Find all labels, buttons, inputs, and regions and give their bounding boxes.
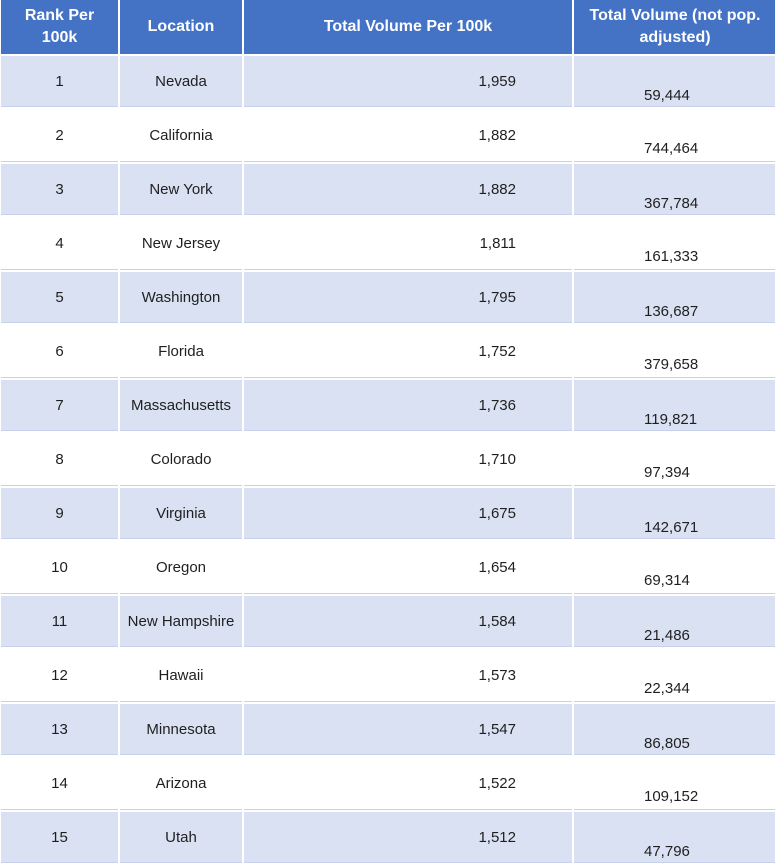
table-header bbox=[1, 0, 775, 54]
total-volume-cell: 47,796 bbox=[574, 812, 775, 863]
rank-cell: 8 bbox=[1, 433, 118, 486]
total-volume-cell: 59,444 bbox=[574, 56, 775, 107]
volume-per-100k-cell: 1,882 bbox=[244, 109, 572, 162]
table-row bbox=[1, 217, 775, 270]
total-volume-cell: 109,152 bbox=[574, 757, 775, 810]
rank-cell: 1 bbox=[1, 56, 118, 107]
table-row bbox=[1, 649, 775, 702]
total-volume-cell: 142,671 bbox=[574, 488, 775, 539]
rank-cell: 3 bbox=[1, 164, 118, 215]
header-location: Location bbox=[120, 0, 242, 54]
table-row bbox=[1, 272, 775, 323]
volume-per-100k-cell: 1,675 bbox=[244, 488, 572, 539]
location-cell: Massachusetts bbox=[120, 380, 242, 431]
table-body bbox=[1, 56, 775, 863]
location-cell: New York bbox=[120, 164, 242, 215]
rank-cell: 6 bbox=[1, 325, 118, 378]
table-row bbox=[1, 488, 775, 539]
total-volume-cell: 136,687 bbox=[574, 272, 775, 323]
total-volume-cell: 119,821 bbox=[574, 380, 775, 431]
table-row bbox=[1, 433, 775, 486]
location-cell: Utah bbox=[120, 812, 242, 863]
location-cell: Hawaii bbox=[120, 649, 242, 702]
volume-per-100k-cell: 1,522 bbox=[244, 757, 572, 810]
location-cell: Washington bbox=[120, 272, 242, 323]
header-rank: Rank Per 100k bbox=[1, 0, 118, 54]
total-volume-cell: 69,314 bbox=[574, 541, 775, 594]
table-row bbox=[1, 325, 775, 378]
volume-per-100k-cell: 1,882 bbox=[244, 164, 572, 215]
total-volume-cell: 22,344 bbox=[574, 649, 775, 702]
volume-per-100k-cell: 1,959 bbox=[244, 56, 572, 107]
location-cell: Colorado bbox=[120, 433, 242, 486]
total-volume-cell: 367,784 bbox=[574, 164, 775, 215]
total-volume-cell: 161,333 bbox=[574, 217, 775, 270]
rank-cell: 12 bbox=[1, 649, 118, 702]
total-volume-cell: 379,658 bbox=[574, 325, 775, 378]
rank-cell: 10 bbox=[1, 541, 118, 594]
volume-per-100k-cell: 1,795 bbox=[244, 272, 572, 323]
table-row bbox=[1, 541, 775, 594]
rank-cell: 13 bbox=[1, 704, 118, 755]
rank-cell: 14 bbox=[1, 757, 118, 810]
location-cell: Arizona bbox=[120, 757, 242, 810]
location-cell: New Hampshire bbox=[120, 596, 242, 647]
total-volume-cell: 744,464 bbox=[574, 109, 775, 162]
volume-per-100k-cell: 1,573 bbox=[244, 649, 572, 702]
volume-per-100k-cell: 1,654 bbox=[244, 541, 572, 594]
table-row bbox=[1, 812, 775, 863]
volume-per-100k-cell: 1,710 bbox=[244, 433, 572, 486]
location-cell: Minnesota bbox=[120, 704, 242, 755]
table-row bbox=[1, 380, 775, 431]
volume-per-100k-cell: 1,584 bbox=[244, 596, 572, 647]
location-cell: Oregon bbox=[120, 541, 242, 594]
table-row bbox=[1, 596, 775, 647]
table-row bbox=[1, 757, 775, 810]
table-row bbox=[1, 56, 775, 107]
rank-cell: 5 bbox=[1, 272, 118, 323]
table-row bbox=[1, 704, 775, 755]
rank-cell: 9 bbox=[1, 488, 118, 539]
header-volume-per-100k: Total Volume Per 100k bbox=[244, 0, 572, 54]
volume-per-100k-cell: 1,547 bbox=[244, 704, 572, 755]
table-row bbox=[1, 164, 775, 215]
volume-per-100k-cell: 1,512 bbox=[244, 812, 572, 863]
location-cell: Virginia bbox=[120, 488, 242, 539]
table-row bbox=[1, 109, 775, 162]
total-volume-cell: 21,486 bbox=[574, 596, 775, 647]
location-cell: New Jersey bbox=[120, 217, 242, 270]
header-row bbox=[1, 0, 775, 54]
rank-cell: 4 bbox=[1, 217, 118, 270]
volume-per-100k-cell: 1,811 bbox=[244, 217, 572, 270]
header-total-volume: Total Volume (not pop. adjusted) bbox=[574, 0, 775, 54]
rank-cell: 15 bbox=[1, 812, 118, 863]
total-volume-cell: 97,394 bbox=[574, 433, 775, 486]
volume-per-100k-cell: 1,736 bbox=[244, 380, 572, 431]
location-cell: Florida bbox=[120, 325, 242, 378]
rank-cell: 11 bbox=[1, 596, 118, 647]
rank-cell: 2 bbox=[1, 109, 118, 162]
location-cell: Nevada bbox=[120, 56, 242, 107]
location-cell: California bbox=[120, 109, 242, 162]
volume-per-100k-cell: 1,752 bbox=[244, 325, 572, 378]
total-volume-cell: 86,805 bbox=[574, 704, 775, 755]
rank-cell: 7 bbox=[1, 380, 118, 431]
